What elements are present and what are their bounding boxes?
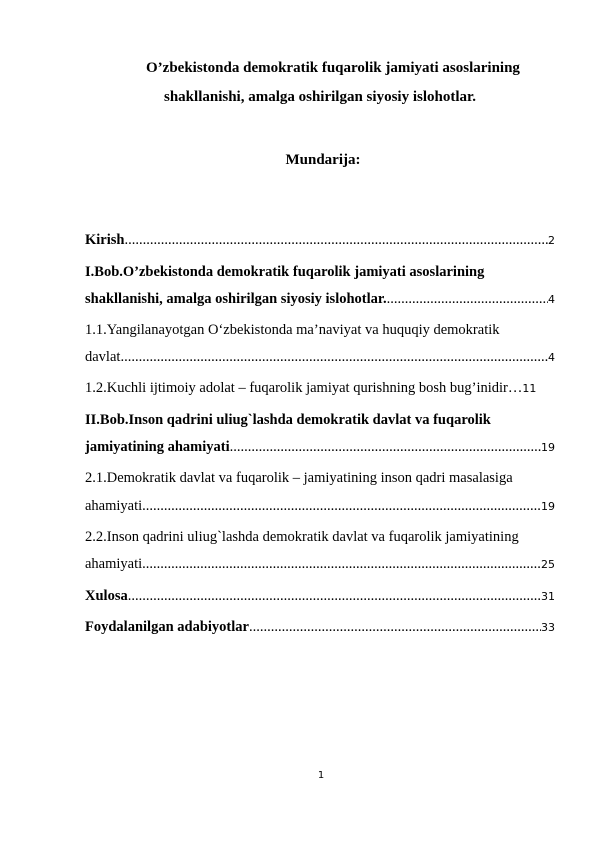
toc-entry-kirish[interactable] (85, 230, 555, 250)
contents-heading: Mundarija: (285, 152, 361, 168)
document-title-line-1: O’zbekistonda demokratik fuqarolik jamiyati asoslarining (146, 60, 520, 76)
toc-page-number: 25 (541, 558, 555, 571)
toc-entry-text: Foydalanilgan adabiyotlar (85, 619, 249, 635)
toc-page-number: 33 (541, 621, 555, 634)
toc-entry-text: shakllanishi, amalga oshirilgan siyosiy islohotlar. (85, 291, 387, 307)
page-number: 1 (317, 770, 325, 781)
toc-page-number: 19 (541, 441, 555, 454)
toc-page-number: 2 (548, 234, 555, 247)
toc-entry-text: davlat (85, 349, 121, 365)
toc-page-number: 31 (541, 590, 555, 603)
toc-entry-section-2-1-line-1[interactable] (85, 468, 555, 488)
toc-entry-section-1-1-line-2[interactable] (85, 347, 555, 367)
document-title-line-2: shakllanishi, amalga oshirilgan siyosiy islohotlar. (164, 89, 477, 105)
toc-entry-section-2-2-line-1[interactable] (85, 527, 555, 547)
toc-entry-text: jamiyatining ahamiyati (85, 439, 230, 455)
dot-leader (249, 617, 541, 637)
toc-entry-chapter-1-line-1[interactable] (85, 262, 555, 282)
toc-entry-section-2-1-line-2[interactable] (85, 496, 555, 516)
dot-leader (120, 347, 548, 367)
toc-entry-text: ahamiyati (85, 498, 143, 514)
dot-leader (387, 289, 548, 309)
toc-entry-text: Kirish (85, 232, 125, 248)
toc-entry-text: 2.1.Demokratik davlat va fuqarolik – jamiyatining inson qadri masalasiga (85, 470, 513, 486)
toc-entry-text: 2.2.Inson qadrini uliug`lashda demokratik davlat va fuqarolik jamiyatining (85, 529, 519, 545)
dot-leader (230, 437, 541, 457)
toc-page-number: 4 (548, 351, 555, 364)
dot-leader (124, 230, 548, 250)
toc-entry-section-1-1-line-1[interactable] (85, 320, 555, 340)
dot-leader (142, 496, 541, 516)
toc-entry-xulosa[interactable] (85, 586, 555, 606)
dot-leader (142, 554, 541, 574)
toc-entry-text: I.Bob.O’zbekistonda demokratik fuqarolik jamiyati asoslarining (85, 264, 485, 280)
toc-entry-text: Xulosa (85, 588, 128, 604)
toc-entry-text: 1.1.Yangilanayotgan O‘zbekistonda ma’naviyat va huquqiy demokratik (85, 322, 500, 338)
toc-entry-bibliography[interactable] (85, 617, 555, 637)
toc-page-number: 11 (522, 382, 537, 395)
toc-entry-text: ahamiyati (85, 556, 143, 572)
toc-entry-text: II.Bob.Inson qadrini uliug`lashda demokratik davlat va fuqarolik (85, 412, 491, 428)
toc-page-number: 19 (541, 500, 555, 513)
toc-entry-chapter-2-line-1[interactable] (85, 410, 555, 430)
toc-entry-chapter-1-line-2[interactable] (85, 289, 555, 309)
toc-entry-section-2-2-line-2[interactable] (85, 554, 555, 574)
toc-page-number: 4 (548, 293, 555, 306)
dot-leader (128, 586, 541, 606)
toc-entry-text: 1.2.Kuchli ijtimoiy adolat – fuqarolik jamiyat qurishning bosh bug’inidir… (85, 380, 523, 396)
toc-entry-chapter-2-line-2[interactable] (85, 437, 555, 457)
toc-entry-section-1-2[interactable] (85, 378, 555, 398)
